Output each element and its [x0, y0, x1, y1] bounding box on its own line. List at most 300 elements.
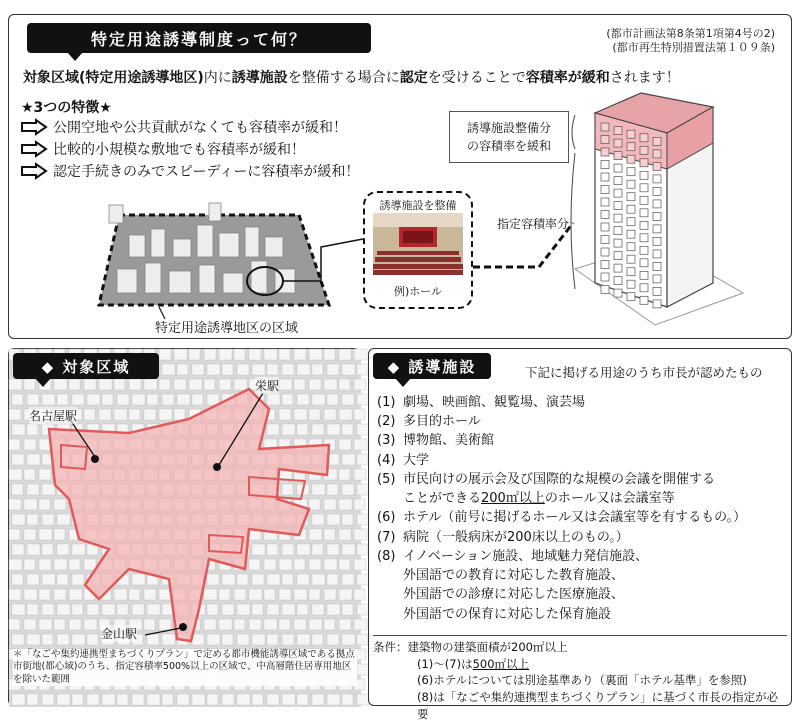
list-item — [377, 451, 746, 470]
map-block — [192, 394, 203, 405]
building-window — [614, 202, 622, 210]
map-block — [27, 694, 38, 705]
map-block — [144, 379, 157, 390]
map-block — [309, 559, 321, 570]
map-block — [42, 394, 55, 405]
list-item-continuation — [377, 489, 746, 508]
list-item — [377, 393, 746, 412]
facility-callout-title: 誘導施設を整備 — [379, 199, 457, 212]
station-marker-kanayama — [179, 623, 187, 631]
map-block — [327, 544, 339, 555]
map-block — [72, 604, 83, 615]
building-window — [653, 187, 661, 195]
building-window — [601, 248, 609, 256]
condition-line: (6)ホテルについては別途基準あり（裏面「ホテル基準」を参照) — [417, 673, 747, 688]
map-block — [324, 349, 335, 360]
building-window — [640, 171, 648, 179]
map-block — [297, 604, 308, 615]
map-block — [42, 514, 54, 525]
map-block — [327, 364, 339, 375]
map-block — [309, 589, 320, 600]
map-footnote: ＊「なごや集約連携型まちづくりプラン」で定める都市機能誘導区域である拠点市街地(都心域)のうち、指定容積率500%以上の区域で、中高層階住居専用地区を除いた範囲 — [13, 649, 357, 686]
map-block — [132, 394, 145, 405]
facility-callout — [363, 191, 473, 309]
building-window — [601, 186, 609, 194]
building-window — [653, 275, 661, 283]
designated-far-label: 指定容積率分 — [497, 217, 570, 231]
map-block — [204, 619, 216, 630]
building-window — [653, 225, 661, 233]
overview-panel — [8, 14, 792, 339]
building-window — [653, 287, 661, 295]
building-window — [653, 137, 661, 145]
building-window — [627, 293, 635, 301]
map-block — [249, 559, 260, 570]
map-block — [357, 454, 368, 465]
map-block — [72, 694, 83, 705]
induced-facility-title: ◆ 誘導施設 — [373, 353, 491, 379]
list-item — [377, 431, 746, 450]
list-item — [377, 508, 746, 527]
condition-line: (1)〜(7)は — [417, 656, 473, 671]
map-block — [297, 424, 308, 435]
building-window — [627, 230, 635, 238]
list-item-continuation: 外国語での診療に対応した医療施設、 — [403, 587, 625, 603]
map-block — [297, 544, 310, 555]
headline-text-1: 内に — [203, 70, 232, 86]
map-block — [69, 559, 80, 570]
map-block — [147, 604, 160, 615]
building-window — [653, 150, 661, 158]
map-block — [297, 574, 309, 585]
map-block — [144, 619, 155, 630]
map-block — [294, 559, 305, 570]
map-block — [294, 379, 305, 390]
map-block — [219, 589, 230, 600]
map-block — [189, 379, 202, 390]
map-block — [117, 604, 128, 615]
map-block — [39, 619, 52, 630]
map-block — [312, 634, 323, 645]
building-window — [653, 162, 661, 170]
facility-list — [377, 393, 746, 624]
induced-facility-intro: 下記に掲げる用途のうち市長が認めたもの — [525, 365, 763, 380]
map-block — [252, 364, 265, 375]
building-window — [614, 189, 622, 197]
map-block — [9, 529, 20, 540]
list-item — [377, 547, 746, 566]
building-window — [614, 177, 622, 185]
building-window — [614, 164, 622, 172]
map-block — [357, 364, 368, 375]
building-window — [640, 296, 648, 304]
feature-item — [21, 139, 305, 159]
map-block — [324, 559, 337, 570]
map-block — [24, 619, 36, 630]
map-block — [282, 634, 294, 645]
map-block — [339, 499, 352, 510]
item-number: (6) — [377, 510, 396, 526]
map-block — [339, 409, 352, 420]
district-illustration — [89, 195, 369, 319]
map-block — [267, 604, 279, 615]
item-number: (5) — [377, 471, 396, 487]
map-block — [339, 439, 351, 450]
map-block — [312, 394, 325, 405]
map-block — [327, 574, 338, 585]
building-window — [627, 255, 635, 263]
item-text: 病院（一般病床が200床以上のもの。） — [403, 529, 629, 545]
map-block — [207, 364, 220, 375]
map-block — [207, 604, 218, 615]
map-block — [57, 604, 70, 615]
map-block — [24, 379, 35, 390]
map-block — [159, 349, 171, 360]
map-block — [162, 394, 174, 405]
building-window — [653, 300, 661, 308]
map-block — [294, 349, 306, 360]
map-block — [42, 634, 53, 645]
map-block — [342, 424, 353, 435]
map-block — [312, 424, 324, 435]
item-text: 大学 — [403, 452, 430, 468]
map-block — [327, 634, 339, 645]
map-block — [342, 694, 353, 705]
map-block — [342, 544, 355, 555]
map-block — [39, 559, 51, 570]
map-block — [162, 364, 175, 375]
map-block — [249, 349, 261, 360]
feature-text: 公開空地や公共貢献がなくても容積率が緩和！ — [53, 120, 347, 136]
building-window — [614, 239, 622, 247]
map-block — [54, 589, 66, 600]
map-block — [327, 424, 340, 435]
map-block — [309, 409, 320, 420]
building-window — [614, 214, 622, 222]
building-window — [640, 221, 648, 229]
map-block — [9, 559, 22, 570]
building-window — [640, 246, 648, 254]
map-block — [69, 619, 81, 630]
map-block — [9, 469, 22, 480]
map-block — [279, 559, 292, 570]
item-text: 多目的ホール — [403, 414, 481, 430]
map-block — [54, 379, 67, 390]
building-window — [601, 198, 609, 206]
map-block — [309, 499, 320, 510]
features-title: ★3つの特徴★ — [21, 100, 112, 116]
map-block — [312, 544, 323, 555]
map-block — [219, 349, 232, 360]
building-window — [627, 205, 635, 213]
far-bonus-box — [449, 111, 569, 163]
map-block — [87, 694, 99, 705]
map-block — [219, 379, 231, 390]
building-window — [640, 159, 648, 167]
conditions — [373, 635, 787, 722]
map-block — [177, 394, 190, 405]
map-block — [327, 694, 340, 705]
map-block — [294, 409, 307, 420]
map-block — [42, 484, 55, 495]
map-block — [99, 379, 112, 390]
target-area-title: ◆ 対象区域 — [13, 353, 159, 379]
headline-relaxation: 容積率が緩和 — [525, 70, 610, 86]
map-block — [237, 634, 249, 645]
far-bonus-line2: の容積率を緩和 — [466, 139, 551, 153]
map-block — [312, 514, 324, 525]
building-window — [653, 250, 661, 258]
station-label-nagoya: 名古屋駅 — [29, 409, 78, 423]
map-block — [177, 364, 188, 375]
map-block — [27, 604, 38, 615]
building-window — [601, 261, 609, 269]
map-block — [9, 619, 20, 630]
map-block — [207, 634, 220, 645]
map-block — [12, 634, 24, 645]
feature-text: 認定手続きのみでスピーディーに容積率が緩和！ — [53, 164, 360, 180]
arrow-right-icon — [21, 120, 47, 134]
map-block — [252, 544, 265, 555]
building-window — [601, 223, 609, 231]
map-block — [312, 694, 324, 705]
building-window — [627, 155, 635, 163]
feature-item — [21, 117, 347, 137]
map-block — [207, 694, 218, 705]
map-block — [102, 604, 115, 615]
map-block — [57, 634, 69, 645]
map-block — [222, 574, 235, 585]
map-block — [54, 559, 67, 570]
map-block — [324, 499, 336, 510]
map-block — [297, 634, 310, 645]
map-block — [324, 529, 335, 540]
map-block — [27, 424, 38, 435]
map-block — [309, 349, 322, 360]
map-block — [9, 499, 21, 510]
map-block — [114, 589, 127, 600]
map-block — [342, 364, 355, 375]
building-window — [627, 193, 635, 201]
map-block — [237, 364, 249, 375]
overview-title: 特定用途誘導制度って何？ — [27, 23, 371, 53]
feature-item — [21, 161, 359, 181]
map-block — [174, 379, 186, 390]
map-block — [219, 619, 232, 630]
map-block — [87, 394, 100, 405]
map-block — [27, 394, 39, 405]
building-window — [640, 196, 648, 204]
map-block — [162, 634, 175, 645]
map-block — [282, 364, 294, 375]
map-block — [342, 394, 354, 405]
map-block — [114, 379, 125, 390]
building-window — [640, 209, 648, 217]
map-block — [282, 604, 295, 615]
map-block — [87, 604, 99, 615]
building-window — [601, 161, 609, 169]
building-window — [627, 130, 635, 138]
map-block — [174, 349, 187, 360]
map-block — [9, 379, 22, 390]
map-block — [342, 604, 353, 615]
map-block — [207, 574, 219, 585]
map-block — [144, 409, 156, 420]
map-block — [324, 379, 337, 390]
map-block — [339, 559, 350, 570]
map-block — [147, 634, 159, 645]
map-block — [267, 694, 279, 705]
building-window — [614, 139, 622, 147]
map-block — [354, 379, 366, 390]
item-text: イノベーション施設、地域魅力発信施設、 — [403, 548, 649, 564]
map-block — [222, 694, 234, 705]
headline-facility: 誘導施設 — [231, 70, 288, 86]
item-number: (1) — [377, 395, 396, 410]
map-block — [267, 634, 278, 645]
map-block — [132, 604, 144, 615]
building-window — [601, 148, 609, 156]
map-block — [132, 574, 145, 585]
map-block — [177, 694, 189, 705]
map-block — [159, 619, 171, 630]
map-block — [252, 604, 263, 615]
building-window — [627, 243, 635, 251]
item-text: ことができる — [403, 491, 482, 507]
map-block — [249, 589, 262, 600]
map-block — [327, 514, 340, 525]
map-block — [234, 379, 247, 390]
map-block — [42, 574, 55, 585]
map-block — [27, 484, 39, 495]
building-window — [601, 236, 609, 244]
map-block — [342, 634, 355, 645]
map-block — [24, 589, 37, 600]
map-block — [354, 439, 367, 450]
map-block — [234, 589, 246, 600]
list-item — [377, 528, 746, 547]
map-block — [282, 694, 295, 705]
map-block — [42, 694, 54, 705]
map-block — [24, 559, 35, 570]
map-block — [117, 694, 128, 705]
map-block — [27, 574, 39, 585]
map-block — [279, 619, 290, 630]
building-window — [627, 168, 635, 176]
map-block — [54, 619, 65, 630]
map-block — [27, 544, 40, 555]
map-block — [159, 379, 170, 390]
item-number: (4) — [377, 452, 396, 468]
map-block — [174, 409, 185, 420]
map-block — [234, 349, 245, 360]
map-block — [24, 499, 37, 510]
map-block — [192, 364, 204, 375]
map-block — [354, 499, 365, 510]
map-block — [204, 589, 217, 600]
map-block — [24, 469, 35, 480]
headline-text-3: を受けることで — [427, 70, 526, 86]
map-block — [27, 514, 38, 525]
item-text: のホール又は会議室等 — [544, 491, 675, 507]
map-block — [207, 394, 219, 405]
headline-text-4: されます！ — [609, 70, 680, 86]
map-block — [252, 574, 264, 585]
building-window — [653, 237, 661, 245]
map-block — [9, 439, 20, 450]
map-block — [252, 634, 265, 645]
map-block — [222, 604, 234, 615]
building-window — [653, 262, 661, 270]
map-block — [282, 544, 294, 555]
item-text: 市民向けの展示会及び国際的な規模の会議を開催する — [403, 471, 716, 487]
building-window — [640, 271, 648, 279]
map-block — [129, 409, 140, 420]
map-block — [267, 574, 280, 585]
map-block — [309, 619, 322, 630]
map-block — [84, 409, 95, 420]
map-block — [339, 379, 350, 390]
law-reference-1: (都市計画法第8条第1項第4号の2) — [606, 27, 775, 40]
map-block — [72, 544, 85, 555]
map-block — [342, 454, 355, 465]
item-number: (7) — [377, 529, 396, 545]
building-window — [601, 273, 609, 281]
headline-certification: 認定 — [399, 70, 428, 86]
map-block — [12, 454, 24, 465]
map-block — [57, 514, 70, 525]
map-block — [282, 424, 295, 435]
map-block — [282, 574, 293, 585]
map-block — [324, 409, 336, 420]
map-block — [297, 394, 309, 405]
item-text: 劇場、映画館、観覧場、演芸場 — [403, 395, 586, 410]
map-block — [297, 364, 310, 375]
map-block — [282, 394, 293, 405]
map-block — [54, 529, 65, 540]
map-block — [312, 574, 325, 585]
map-block — [159, 409, 172, 420]
building-window — [601, 136, 609, 144]
item-text-underlined: 200㎡以上 — [481, 491, 545, 507]
map-block — [9, 589, 21, 600]
map-block — [279, 349, 290, 360]
map-block — [57, 544, 69, 555]
arrow-right-icon — [21, 164, 47, 178]
map-block — [327, 484, 338, 495]
map-block — [129, 379, 141, 390]
building-window — [627, 218, 635, 226]
map-block — [339, 529, 351, 540]
map-block — [147, 394, 158, 405]
district-label: 特定用途誘導地区の区域 — [155, 321, 299, 336]
map-block — [267, 424, 279, 435]
map-block — [279, 379, 292, 390]
map-block — [342, 484, 354, 495]
map-block — [294, 619, 306, 630]
map-block — [72, 634, 85, 645]
map-block — [339, 349, 351, 360]
map-block — [42, 604, 54, 615]
map-block — [9, 409, 21, 420]
map-block — [354, 349, 367, 360]
map-block — [12, 574, 23, 585]
map-block — [357, 634, 368, 645]
map-block — [342, 574, 354, 585]
building-illustration — [575, 93, 745, 325]
map-block — [12, 424, 25, 435]
map-block — [324, 619, 335, 630]
